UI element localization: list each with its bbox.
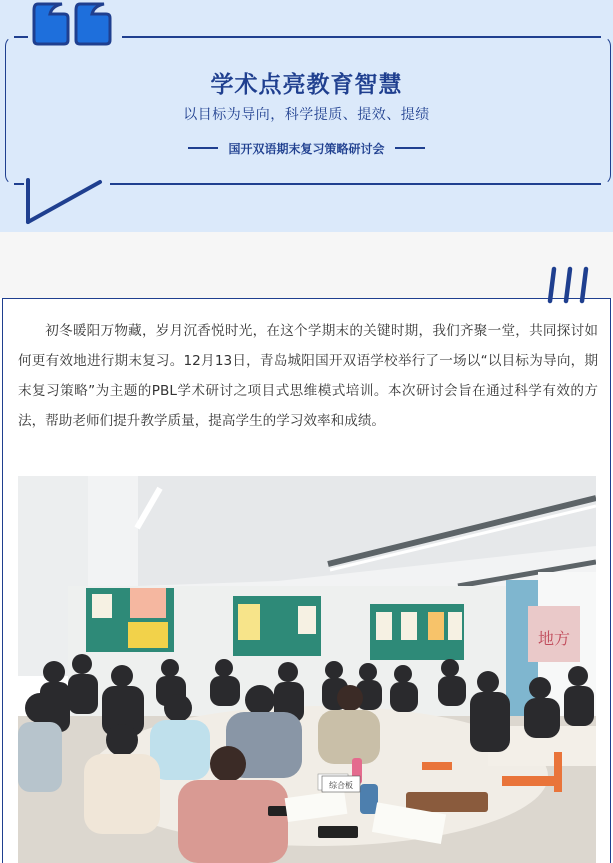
event-dash-left	[188, 147, 218, 149]
card-bottom-border	[110, 183, 601, 185]
event-row	[0, 138, 613, 158]
page-subtitle: 以目标为导向，科学提质、提效、提绩	[183, 107, 430, 123]
section-gap	[0, 232, 613, 298]
session-photo	[18, 476, 596, 863]
article-paragraph: 初冬暖阳万物藏，岁月沉香悦时光，在这个学期末的关键时期，我们齐聚一堂，共同探讨如何更有效地进行期末复习。12月13日，青岛城阳国开双语学校举行了一场以“以目标为导向，期末复习策略”为主题的PBL学术研讨之项目式思维模式培训。本次研讨会旨在通过科学有效的方法，帮助老师们提升教学质量，提高学生的学习效率和成绩。	[18, 323, 598, 429]
event-dash-right	[395, 147, 425, 149]
card-top-border	[122, 36, 601, 38]
page-title: 学术点亮教育智慧	[210, 72, 403, 98]
event-name: 国开双语期末复习策略研讨会	[228, 141, 385, 156]
check-stroke-icon	[20, 176, 104, 226]
banner-text: 地方	[537, 629, 571, 648]
desk-sign-label: 综合板	[329, 781, 353, 790]
card-top-border	[14, 36, 28, 38]
slash-bars-icon	[540, 265, 592, 305]
